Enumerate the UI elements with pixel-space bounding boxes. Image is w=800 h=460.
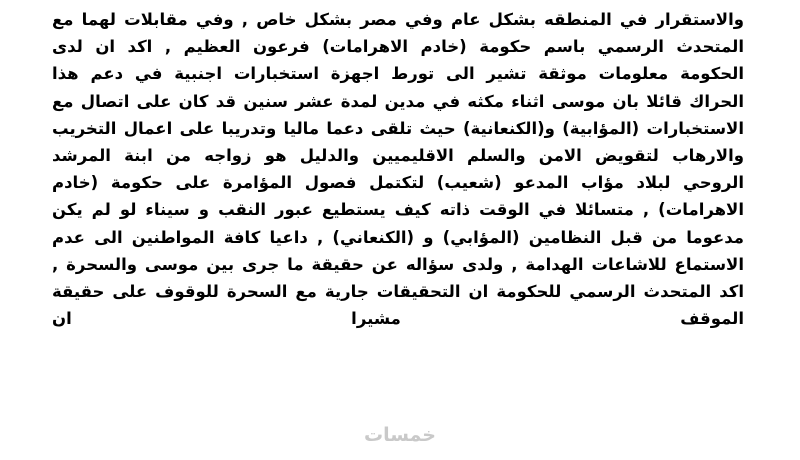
article-paragraph: والاستقرار في المنطقه بشكل عام وفي مصر بشكل خاص , وفي مقابلات لهما مع المتحدث الرسمي باسم حكومة (خادم الاهرامات) فرعون العظيم , اكد ان لدى الحكومة معلومات موثقة تشير الى تورط اجهزة استخبارات اجنبية في دعم هذا الحراك قائلا بان موسى اثناء مكثه في مدين لمدة عشر سنين قد كان على اتصال مع الاستخبارات (المؤابية) و(الكنعانية) حيث تلقى دعما ماليا وتدريبا على اعمال التخريب والارهاب لتقويض الامن والسلم الاقليميين والدليل هو زواجه من ابنة المرشد الروحي لبلاد مؤاب المدعو (شعيب) لتكتمل فصول المؤامرة على حكومة (خادم الاهرامات) , متسائلا في الوقت ذاته كيف يستطيع عبور النقب و سيناء لو لم يكن مدعوما من قبل النظامين (المؤابي) و (الكنعاني) , داعيا كافة المواطنين الى عدم الاستماع للاشاعات الهدامة , ولدى سؤاله عن حقيقة ما جرى بين موسى والسحرة , اكد المتحدث الرسمي للحكومة ان التحقيقات جارية مع السحرة للوقوف على حقيقة الموقف مشيرا ان bbox=[52, 10, 744, 329]
watermark-text: خمسات bbox=[364, 424, 436, 446]
article-body bbox=[52, 6, 744, 332]
